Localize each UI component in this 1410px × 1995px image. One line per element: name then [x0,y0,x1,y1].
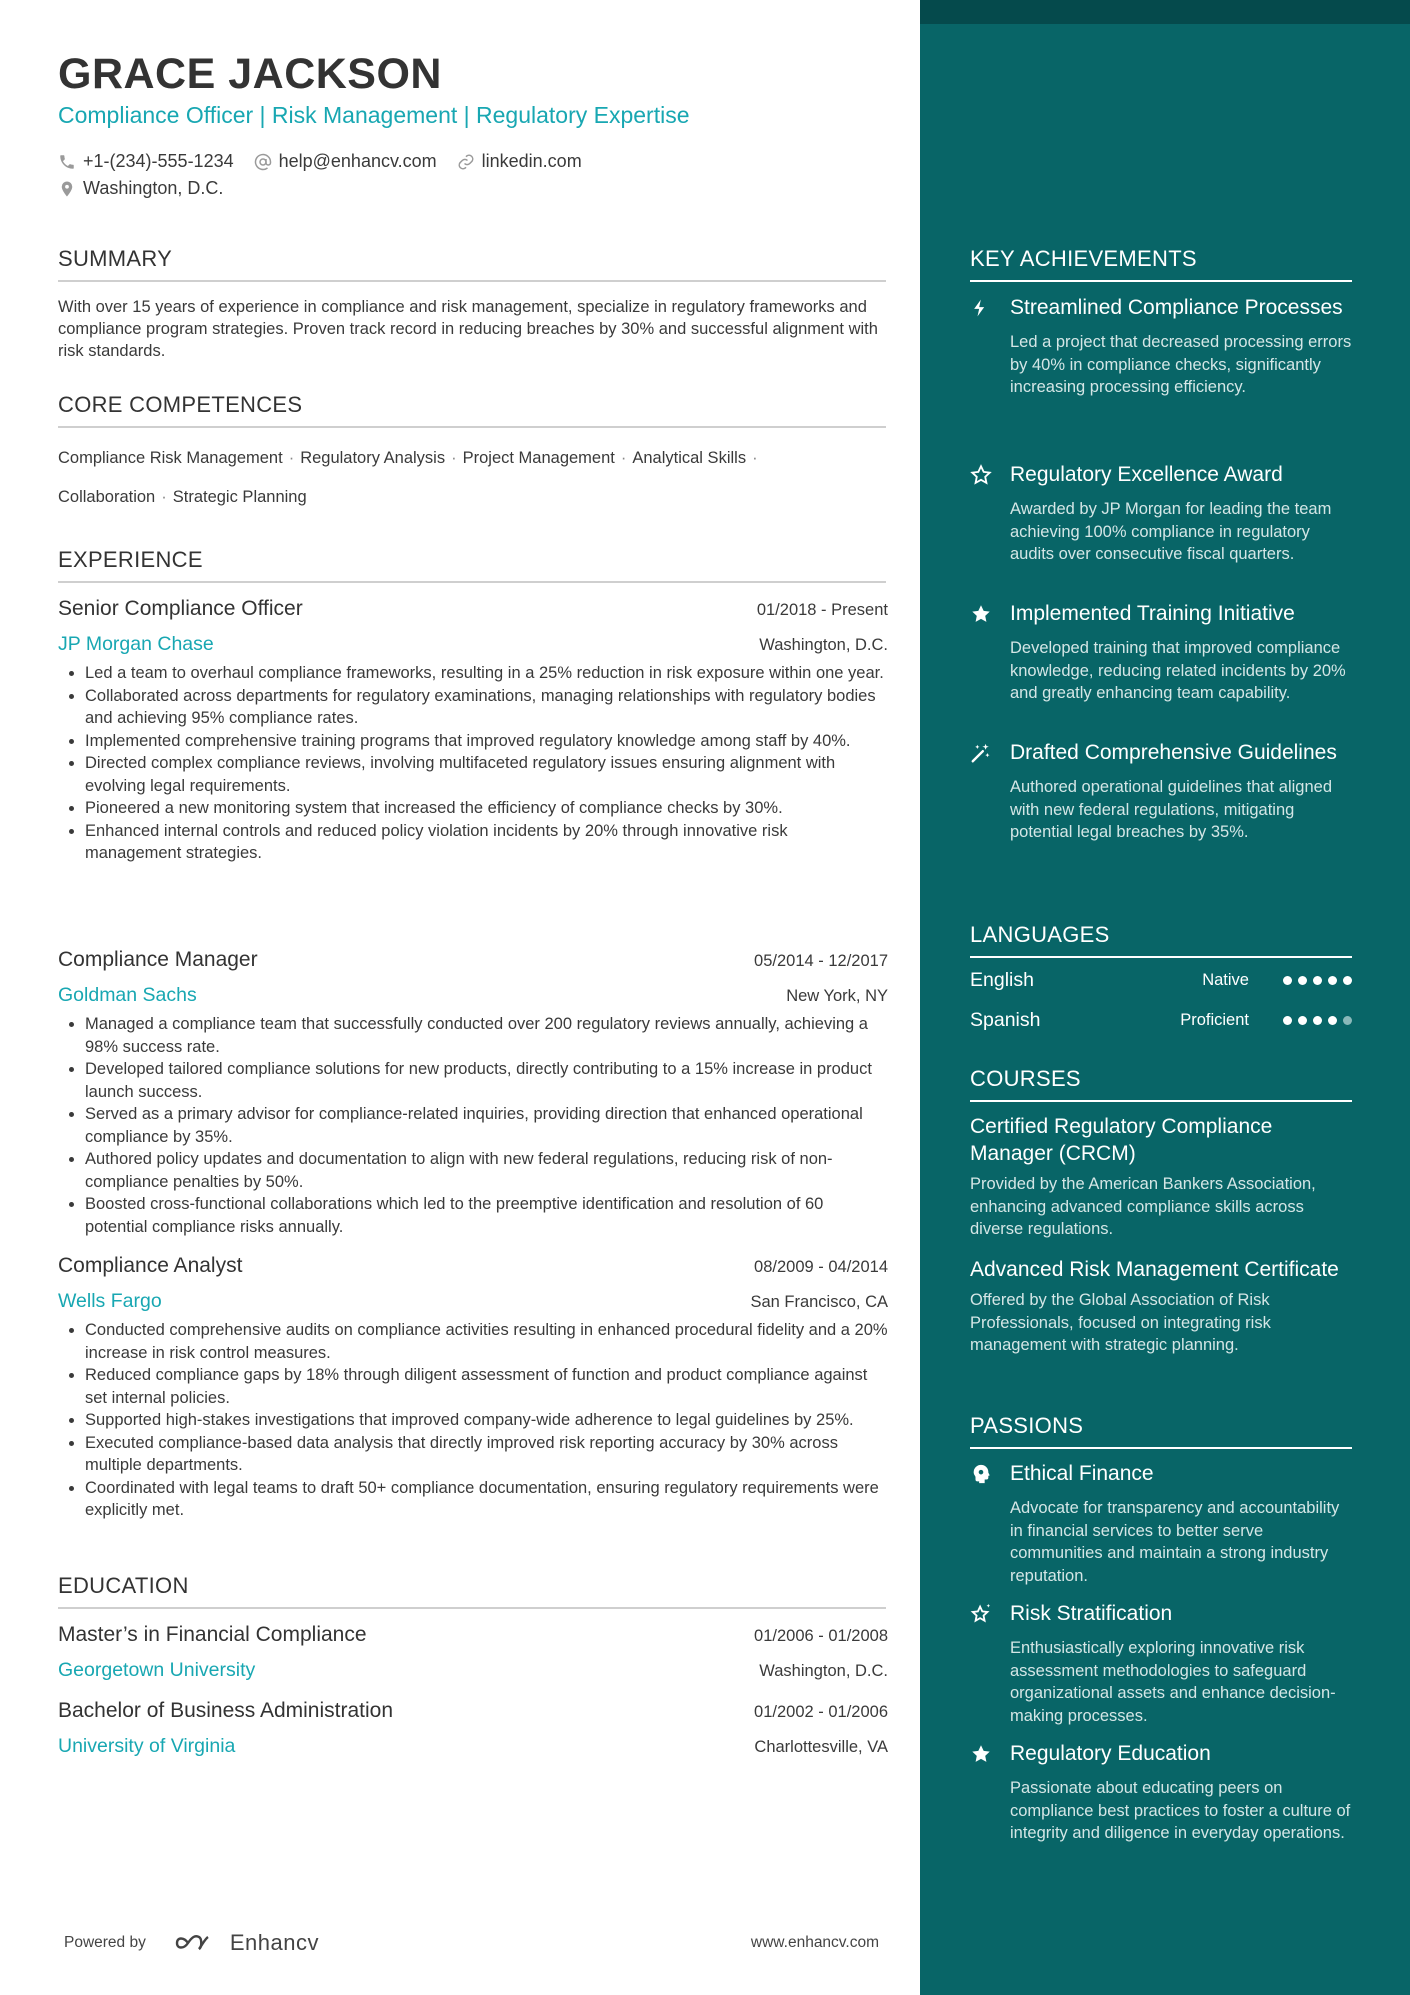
education-heading: EDUCATION [58,1573,886,1609]
phone-text: +1-(234)-555-1234 [83,151,234,171]
job-company: Wells Fargo [58,1290,162,1312]
location-pin-icon [58,180,76,198]
passions-heading: PASSIONS [970,1413,1352,1449]
achievement-title: Implemented Training Initiative [1010,602,1295,625]
education-location: Charlottesville, VA [754,1738,888,1756]
email-text: help@enhancv.com [278,151,437,171]
job-bullet: • Directed complex compliance reviews, involving multifaceted regulatory issues ensuring alignment with evolving legal requirements. [85,752,888,797]
job-company: JP Morgan Chase [58,633,214,655]
job-bullet: • Led a team to overhaul compliance frameworks, resulting in a 25% reduction in risk exposure within one year. [85,662,888,685]
competence-item: Strategic Planning [172,488,307,506]
job-bullet: • Executed compliance-based data analysis that directly improved risk reporting accuracy by 30% across multiple departments. [85,1432,888,1477]
achievement-item [970,600,1355,705]
star-icon [970,603,992,625]
brand-name: Enhancv [229,1930,319,1955]
star-sparkle-icon [970,1603,992,1625]
education-degree: Master’s in Financial Compliance [58,1623,367,1646]
passion-item [970,1740,1355,1845]
education-dates: 01/2002 - 01/2006 [754,1703,888,1721]
lightning-icon [970,297,990,319]
course-title: Certified Regulatory Compliance Manager (CRCM) [970,1115,1273,1165]
experience-heading: EXPERIENCE [58,547,886,583]
email-item[interactable] [254,151,437,172]
language-item [970,1009,1352,1032]
at-icon [254,153,272,171]
course-title: Advanced Risk Management Certificate [970,1258,1339,1281]
job-entry [58,948,888,1238]
education-school: University of Virginia [58,1735,236,1757]
job-bullet: • Boosted cross-functional collaborations which led to the preemptive identification and resolution of 60 potential compliance risks annually. [85,1193,888,1238]
phone-item[interactable] [58,151,234,172]
sidebar-top-band [920,0,1410,24]
job-bullets [58,662,888,865]
job-bullet: • Authored policy updates and documentation to align with new federal regulations, reducing risk of non-compliance penalties by 50%. [85,1148,888,1193]
job-location: New York, NY [786,987,888,1005]
achievement-text: Led a project that decreased processing errors by 40% in compliance checks, significantly increasing processing efficiency. [1010,333,1352,396]
job-bullet: • Enhanced internal controls and reduced policy violation incidents by 20% through innovative risk management strategies. [85,820,888,865]
education-degree: Bachelor of Business Administration [58,1699,394,1722]
language-rating [1277,1016,1352,1025]
achievement-title: Drafted Comprehensive Guidelines [1010,741,1337,764]
job-bullets [58,1013,888,1238]
job-bullet: • Coordinated with legal teams to draft 50+ compliance documentation, ensuring regulatory requirements were explicitly met. [85,1477,888,1522]
job-bullet: • Served as a primary advisor for compliance-related inquiries, providing direction that enhanced operational compliance by 35%. [85,1103,888,1148]
enhancv-infinity-icon [174,1931,222,1955]
passion-title: Risk Stratification [1010,1602,1173,1625]
job-company: Goldman Sachs [58,984,197,1006]
head-idea-icon [970,1463,992,1485]
enhancv-logo[interactable] [174,1930,319,1956]
sidebar [920,0,1410,1995]
job-bullet: • Conducted comprehensive audits on compliance activities resulting in enhanced procedural fidelity and a 20% increase in risk control measures. [85,1319,888,1364]
achievement-text: Authored operational guidelines that aligned with new federal regulations, mitigating potential legal breaches by 35%. [1010,778,1332,841]
course-text: Offered by the Global Association of Risk Professionals, focused on integrating risk management with strategic planning. [970,1291,1271,1354]
course-item [970,1256,1355,1357]
job-dates: 08/2009 - 04/2014 [754,1258,888,1276]
job-dates: 05/2014 - 12/2017 [754,952,888,970]
candidate-name: GRACE JACKSON [58,50,442,98]
linkedin-item[interactable] [457,151,582,172]
headline: Compliance Officer | Risk Management | Regulatory Expertise [58,102,690,128]
language-name: English [970,969,1034,991]
achievement-item [970,294,1355,399]
achievements-heading: KEY ACHIEVEMENTS [970,246,1352,282]
passion-title: Ethical Finance [1010,1462,1154,1485]
education-location: Washington, D.C. [759,1662,888,1680]
summary-text: With over 15 years of experience in compliance and risk management, specialize in regulatory frameworks and compliance program strategies. Proven track record in reducing breaches by 30% and successful alignment with risk standards. [58,298,878,360]
achievement-text: Developed training that improved compliance knowledge, reducing related incidents by 20% and greatly enhancing team capability. [1010,639,1346,702]
course-text: Provided by the American Bankers Association, enhancing advanced compliance skills across diverse regulations. [970,1175,1316,1238]
job-bullet: • Implemented comprehensive training programs that improved regulatory knowledge among staff by 40%. [85,730,888,753]
job-bullet: • Supported high-stakes investigations that improved company-wide adherence to legal guidelines by 25%. [85,1409,888,1432]
powered-by-label: Powered by [64,1934,146,1951]
competence-item: Project Management [462,449,615,467]
job-entry [58,597,888,865]
job-location: San Francisco, CA [750,1293,888,1311]
summary-heading: SUMMARY [58,246,886,282]
competences-list: Compliance Risk Management · Regulatory Analysis · Project Management · Analytical Skills · Collaboration · Strategic Planning [58,449,758,506]
courses-heading: COURSES [970,1066,1352,1102]
job-role: Compliance Manager [58,948,258,971]
passion-title: Regulatory Education [1010,1742,1211,1765]
passion-item [970,1600,1355,1727]
location-text: Washington, D.C. [83,178,224,198]
job-bullet: • Reduced compliance gaps by 18% through diligent assessment of function and product compliance against set internal policies. [85,1364,888,1409]
competence-item: Analytical Skills [632,449,747,467]
achievement-title: Streamlined Compliance Processes [1010,296,1343,319]
education-school: Georgetown University [58,1659,256,1681]
language-name: Spanish [970,1009,1041,1031]
competence-item: Compliance Risk Management [58,449,283,467]
linkedin-text: linkedin.com [481,151,582,171]
footer [64,1930,879,1956]
education-entry [58,1699,888,1758]
job-entry [58,1254,888,1522]
passion-item [970,1460,1355,1587]
language-rating [1277,976,1352,985]
achievement-item [970,739,1355,844]
job-role: Compliance Analyst [58,1254,243,1277]
course-item [970,1113,1355,1241]
phone-icon [58,153,76,171]
passion-text: Advocate for transparency and accountability in financial services to better serve communities and maintain a strong industry reputation. [1010,1499,1340,1585]
job-dates: 01/2018 - Present [756,601,888,619]
job-bullet: • Developed tailored compliance solutions for new products, directly contributing to a 15% increase in product launch success. [85,1058,888,1103]
link-icon [457,153,475,171]
competence-item: Regulatory Analysis [300,449,446,467]
contact-info [58,148,858,202]
education-entry [58,1623,888,1682]
passion-text: Enthusiastically exploring innovative risk assessment methodologies to safeguard organizational assets and enhance decision-making processes. [1010,1639,1336,1725]
language-level: Native [1202,971,1249,989]
passion-text: Passionate about educating peers on compliance best practices to foster a culture of integrity and diligence in everyday operations. [1010,1779,1351,1842]
location-item [58,178,223,199]
competences-heading: CORE COMPETENCES [58,392,886,428]
languages-heading: LANGUAGES [970,922,1352,958]
job-bullet: • Pioneered a new monitoring system that increased the efficiency of compliance checks by 30%. [85,797,888,820]
language-item [970,969,1352,992]
magic-wand-icon [970,742,992,764]
job-role: Senior Compliance Officer [58,597,303,620]
job-location: Washington, D.C. [759,636,888,654]
achievement-text: Awarded by JP Morgan for leading the team achieving 100% compliance in regulatory audits over consecutive fiscal quarters. [1010,500,1332,563]
job-bullet: • Managed a compliance team that successfully conducted over 200 regulatory reviews annually, achieving a 98% success rate. [85,1013,888,1058]
job-bullets [58,1319,888,1522]
achievement-title: Regulatory Excellence Award [1010,463,1283,486]
competence-item: Collaboration [58,488,156,506]
star-icon [970,1743,992,1765]
language-level: Proficient [1180,1011,1249,1029]
job-bullet: • Collaborated across departments for regulatory examinations, managing relationships with regulatory bodies and achieving 95% compliance rates. [85,685,888,730]
star-outline-icon [970,464,992,486]
education-dates: 01/2006 - 01/2008 [754,1627,888,1645]
achievement-item [970,461,1355,566]
footer-url[interactable]: www.enhancv.com [750,1934,879,1951]
